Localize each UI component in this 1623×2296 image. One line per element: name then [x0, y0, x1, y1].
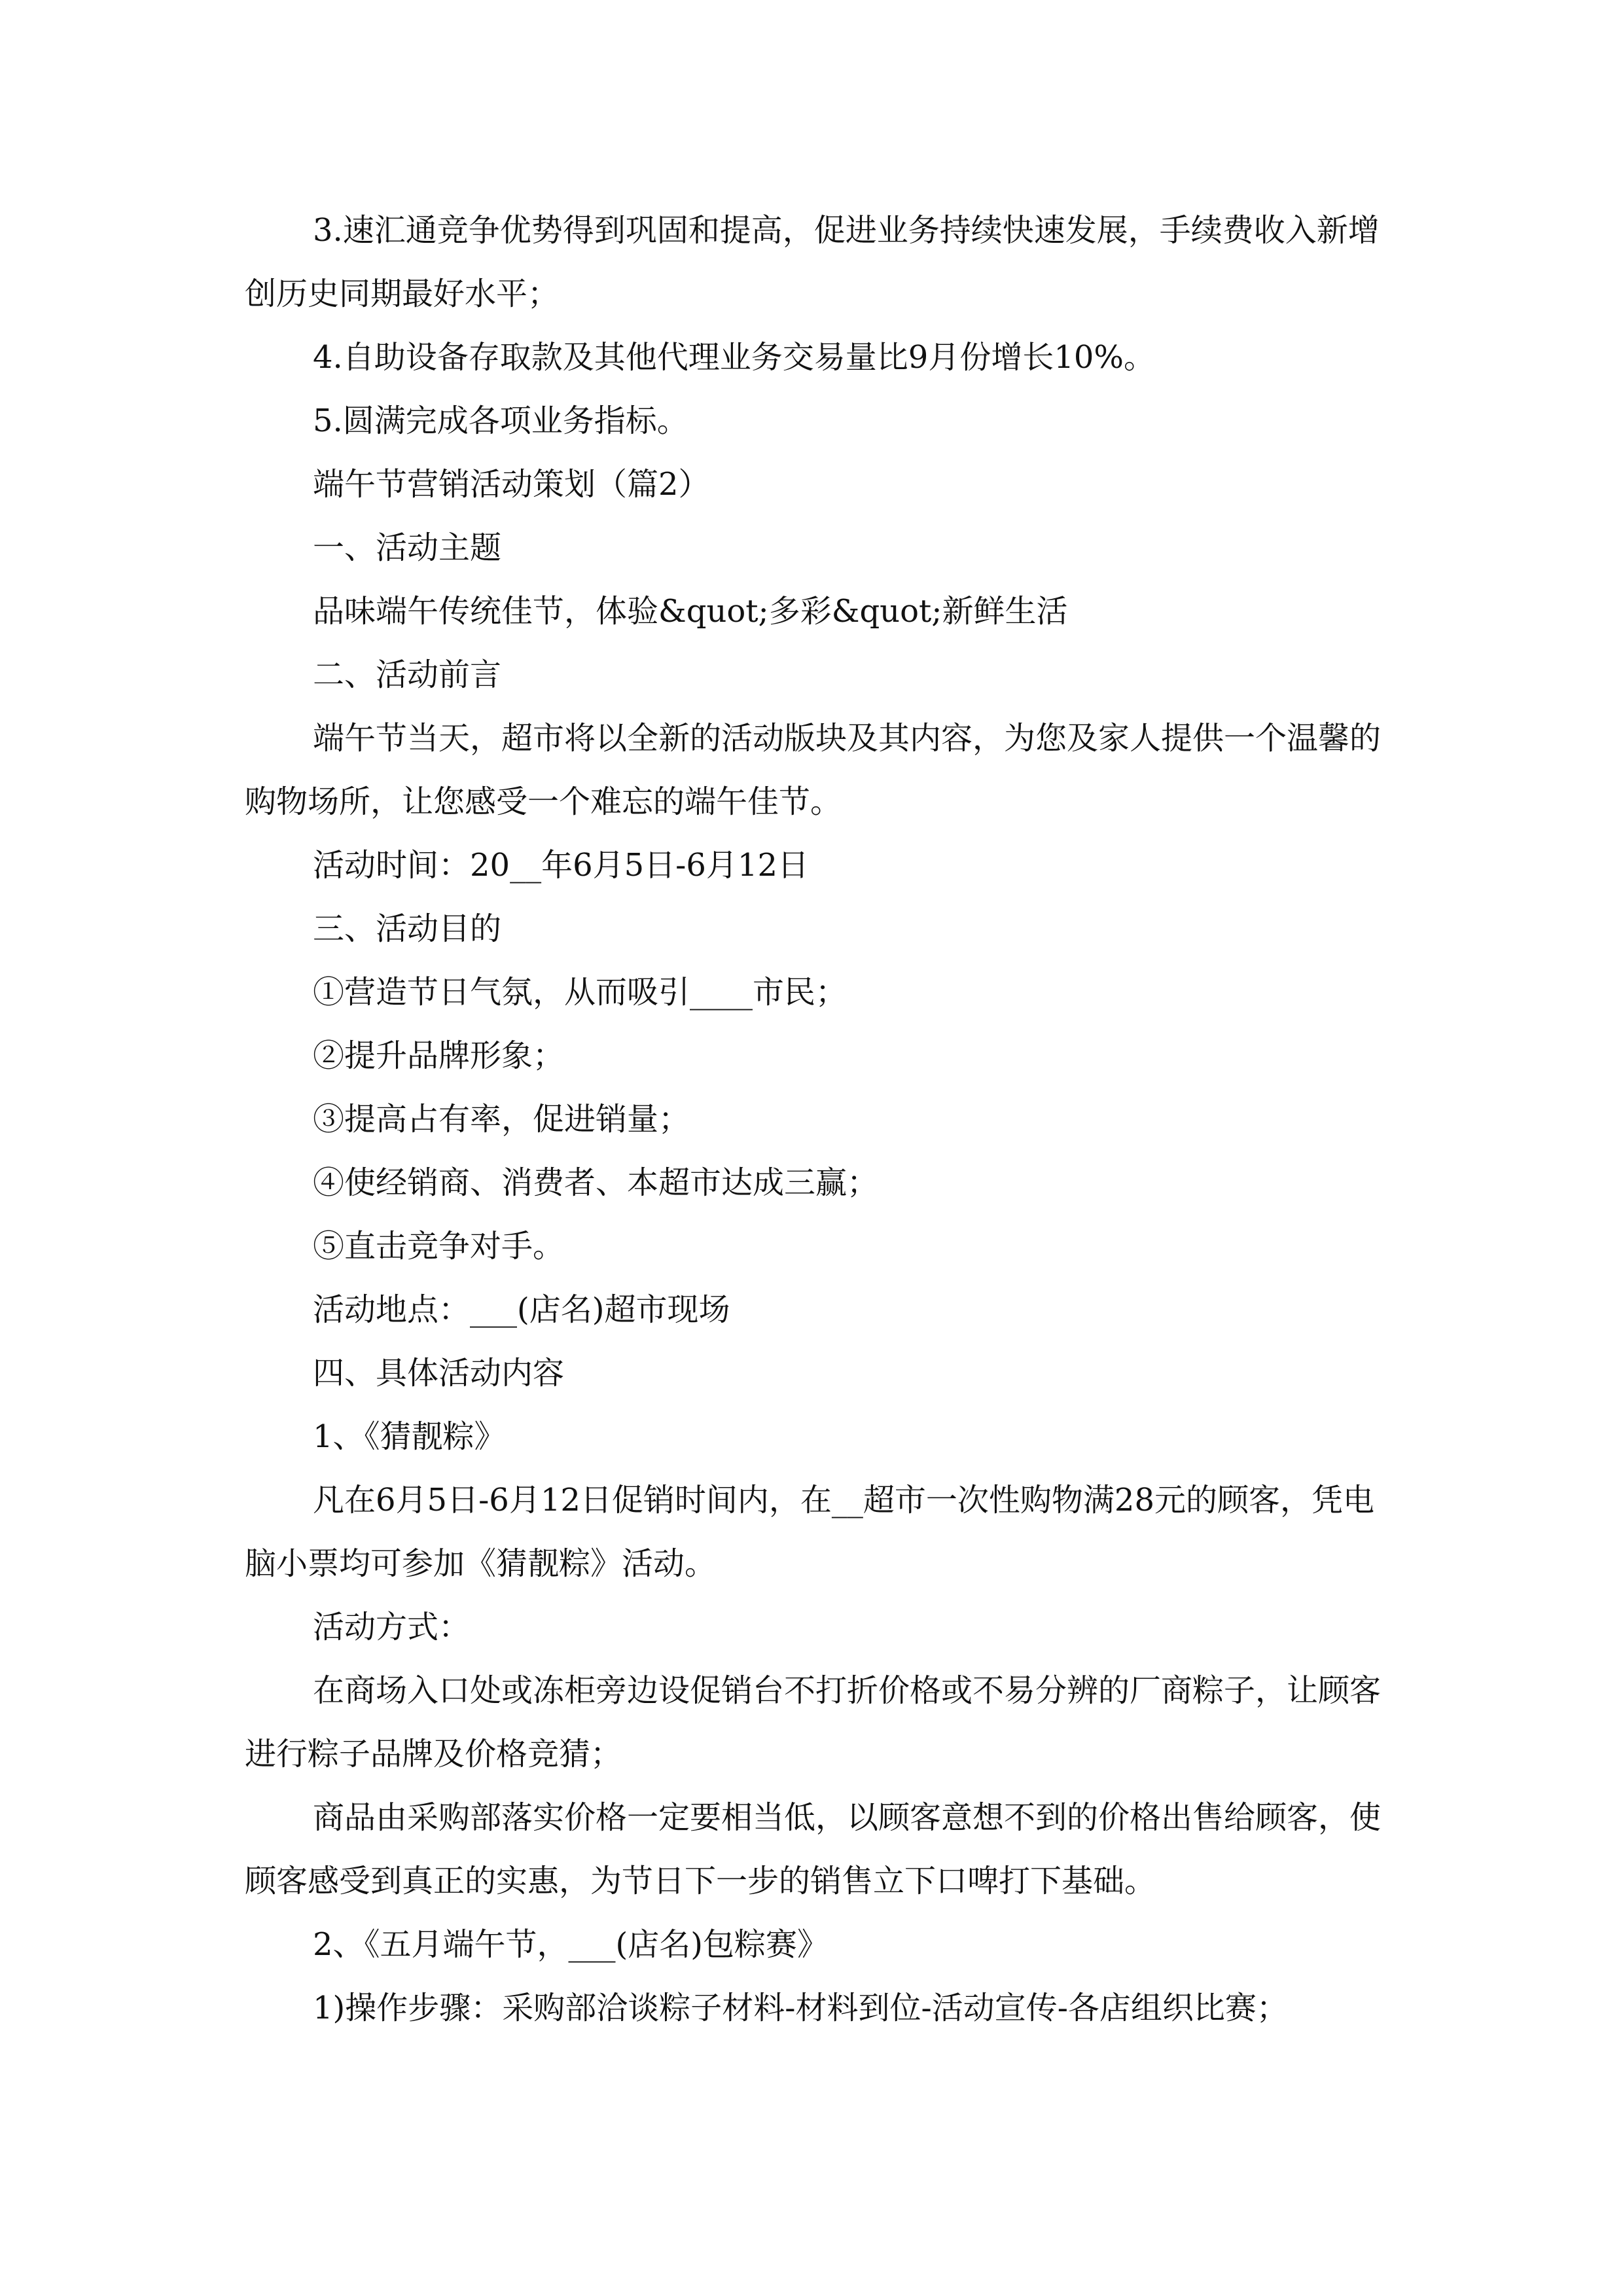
purpose-item-2: ②提升品牌形象； — [313, 1037, 565, 1074]
purpose-item-1: ①营造节日气氛，从而吸引____市民； — [313, 974, 847, 1011]
activity-2-title: 2、《五月端午节，___(店名)包粽赛》 — [313, 1926, 829, 1963]
paragraph-self-service: 4.自助设备存取款及其他代理业务交易量比9月份增长10%。 — [313, 339, 1156, 376]
paragraph-location: 活动地点：___(店名)超市现场 — [313, 1291, 730, 1328]
heading-purpose: 三、活动目的 — [313, 910, 502, 947]
paragraph-preface: 端午节当天，超市将以全新的活动版块及其内容，为您及家人提供一个温馨的购物场所，让您感受一个难忘的端午佳节。 — [245, 720, 1382, 820]
paragraph-sujuhui: 3.速汇通竞争优势得到巩固和提高，促进业务持续快速发展，手续费收入新增创历史同期最好水平； — [245, 212, 1380, 312]
activity-1-title: 1、《猜靓粽》 — [313, 1418, 506, 1455]
purpose-item-3: ③提高占有率，促进销量； — [313, 1101, 690, 1138]
heading-activities: 四、具体活动内容 — [313, 1355, 565, 1391]
heading-theme: 一、活动主题 — [313, 529, 502, 566]
activity-1-description: 凡在6月5日-6月12日促销时间内，在__超市一次性购物满28元的顾客，凭电脑小票均可参加《猜靓粽》活动。 — [245, 1482, 1374, 1582]
activity-method-1: 在商场入口处或冻柜旁边设促销台不打折价格或不易分辨的厂商粽子，让顾客进行粽子品牌及价格竞猜； — [245, 1672, 1382, 1772]
document-body — [245, 199, 1383, 2040]
purpose-item-4: ④使经销商、消费者、本超市达成三赢； — [313, 1164, 879, 1201]
paragraph-time: 活动时间：20__年6月5日-6月12日 — [313, 847, 809, 884]
section-title: 端午节营销活动策划（篇2） — [313, 466, 710, 503]
activity-2-steps: 1)操作步骤：采购部洽谈粽子材料-材料到位-活动宣传-各店组织比赛； — [313, 1990, 1288, 2026]
heading-preface: 二、活动前言 — [313, 656, 502, 693]
paragraph-theme: 品味端午传统佳节，体验&quot;多彩&quot;新鲜生活 — [313, 593, 1068, 630]
paragraph-complete-targets: 5.圆满完成各项业务指标。 — [313, 403, 688, 439]
purpose-item-5: ⑤直击竞争对手。 — [313, 1228, 565, 1265]
activity-method-label: 活动方式： — [313, 1609, 471, 1645]
activity-method-2: 商品由采购部落实价格一定要相当低，以顾客意想不到的价格出售给顾客，使顾客感受到真正的实惠，为节日下一步的销售立下口啤打下基础。 — [245, 1799, 1382, 1899]
